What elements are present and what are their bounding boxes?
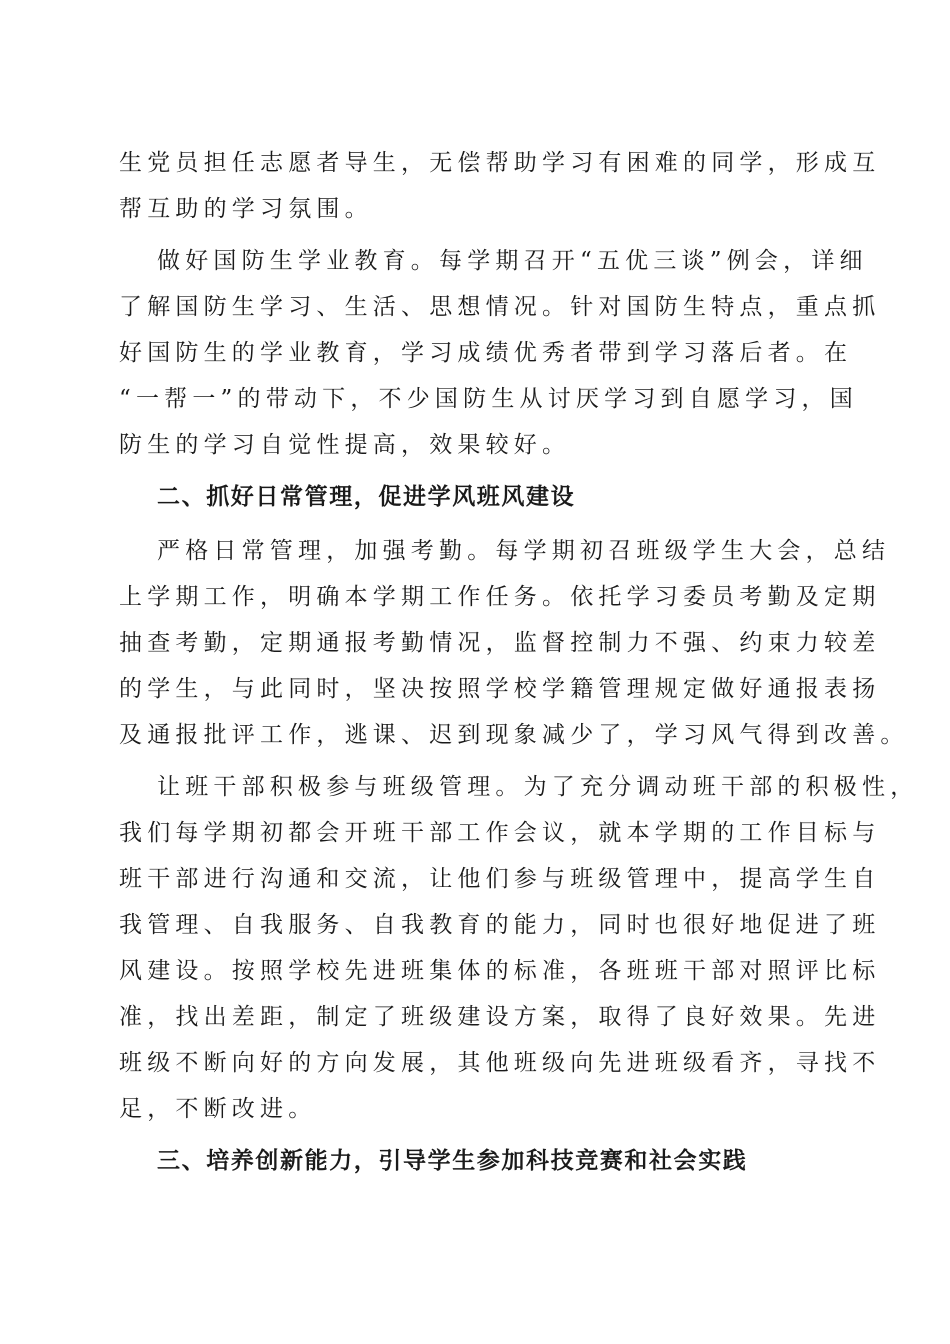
- text-line: 做好国防生学业教育。每学期召开“五优三谈”例会，详细: [157, 248, 868, 274]
- text-line: 了解国防生学习、生活、思想情况。针对国防生特点，重点抓: [119, 294, 881, 320]
- text-line: 风建设。按照学校先进班集体的标准，各班班干部对照评比标: [119, 958, 881, 984]
- paragraph-defense-students: [119, 238, 881, 468]
- document-body: [119, 140, 919, 1192]
- text-line: 抽查考勤，定期通报考勤情况，监督控制力不强、约束力较差: [119, 630, 881, 656]
- text-line: 准，找出差距，制定了班级建设方案，取得了良好效果。先进: [119, 1004, 881, 1030]
- paragraph-class-cadres: [119, 764, 919, 1132]
- text-line: “一帮一”的带动下，不少国防生从讨厌学习到自愿学习，国: [119, 386, 858, 412]
- text-line: 帮互助的学习氛围。: [119, 196, 373, 222]
- text-line: 生党员担任志愿者导生，无偿帮助学习有困难的同学，形成互: [119, 150, 881, 176]
- text-line: 我管理、自我服务、自我教育的能力，同时也很好地促进了班: [119, 912, 881, 938]
- text-line: 足，不断改进。: [119, 1096, 317, 1122]
- text-line: 上学期工作，明确本学期工作任务。依托学习委员考勤及定期: [119, 584, 881, 610]
- paragraph-volunteer-tutors: [119, 140, 881, 232]
- text-line: 班干部进行沟通和交流，让他们参与班级管理中，提高学生自: [119, 866, 881, 892]
- text-line: 及通报批评工作，逃课、迟到现象减少了，学习风气得到改善。: [119, 722, 909, 748]
- text-line: 的学生，与此同时，坚决按照学校学籍管理规定做好通报表扬: [119, 676, 881, 702]
- text-line: 好国防生的学业教育，学习成绩优秀者带到学习落后者。在: [119, 340, 853, 366]
- section-heading-daily-management: 二、抓好日常管理，促进学风班风建设: [157, 484, 576, 510]
- paragraph-attendance: [119, 528, 909, 758]
- text-line: 班级不断向好的方向发展，其他班级向先进班级看齐，寻找不: [119, 1050, 881, 1076]
- text-line: 严格日常管理，加强考勤。每学期初召班级学生大会，总结: [157, 538, 891, 564]
- text-line: 我们每学期初都会开班干部工作会议，就本学期的工作目标与: [119, 820, 881, 846]
- text-line: 让班干部积极参与班级管理。为了充分调动班干部的积极性，: [157, 774, 919, 800]
- section-heading-innovation: 三、培养创新能力，引导学生参加科技竞赛和社会实践: [157, 1148, 748, 1174]
- text-line: 防生的学习自觉性提高，效果较好。: [119, 432, 571, 458]
